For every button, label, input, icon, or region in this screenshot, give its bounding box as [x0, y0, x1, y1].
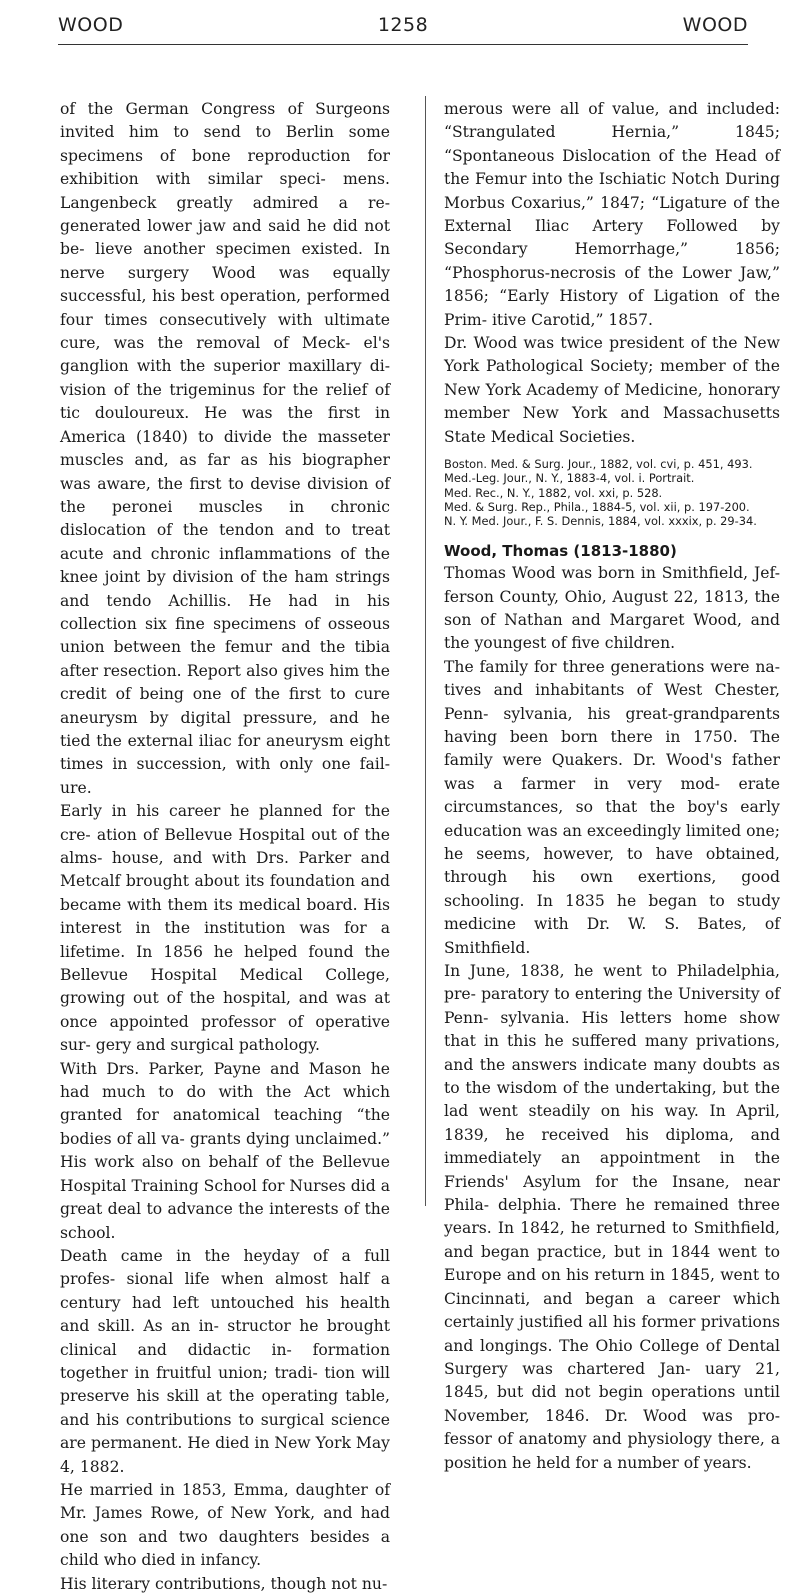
paragraph: The family for three generations were na- tives and inhabitants of West Chester, Penn- sylvania, his great-grandparents having been born there in 1750. The family were Quakers. Dr. Wood's father was a farmer in very mod- erate circumstances, so that the boy's early education was an exceedingly limited one; he seems, however, to have obtained, through his own exertions, good schooling. In 1835 he began to study medicine with Dr. W. S. Bates, of Smithfield. — [444, 657, 780, 957]
paragraph: Dr. Wood was twice president of the New York Pathological Society; member of the New York Academy of Medicine, honorary member New York and Massachusetts State Medical Societies. — [444, 334, 780, 446]
paragraph: Thomas Wood was born in Smithfield, Jef- ferson County, Ohio, August 22, 1813, the son of Nathan and Margaret Wood, and the youngest of five children. — [444, 564, 780, 653]
paragraph: His literary contributions, though not nu- — [60, 1574, 388, 1593]
reference-item: Med.-Leg. Jour., N. Y., 1883-4, vol. i. Portrait. — [444, 471, 695, 486]
reference-list — [444, 457, 780, 528]
reference-item: Med. Rec., N. Y., 1882, vol. xxi, p. 528. — [444, 485, 663, 500]
paragraph: With Drs. Parker, Payne and Mason he had much to do with the Act which granted for anatomical teaching “the bodies of all va- grants dying unclaimed.” His work also on behalf of the Bellevue Hospital Training School for Nurses did a great deal to advance the interests of the school. — [60, 1059, 390, 1242]
left-column — [60, 98, 390, 1596]
right-column — [444, 98, 780, 1475]
paragraph: In June, 1838, he went to Philadelphia, pre- paratory to entering the University of Penn- sylvania. His letters home show that in this he suffered many privations, and the answers indicate many doubts as to the wisdom of the undertaking, but the lad went steadily on his way. In April, 1839, he received his diploma, and immediately an appointment in the Friends' Asylum for the Insane, near Phila- delphia. There he remained three years. In 1842, he returned to Smithfield, and began practice, but in 1844 went to Europe and on his return in 1845, went to Cincinnati, and began a career which certainly justified all his former privations and longings. The Ohio College of Dental Surgery was chartered Jan- uary 21, 1845, but did not begin operations until November, 1846. Dr. Wood was pro- fessor of anatomy and physiology there, a position he held for a number of years. — [444, 962, 780, 1472]
paragraph: merous were all of value, and included: “Strangulated Hernia,” 1845; “Spontaneous Dislocation of the Head of the Femur into the Ischiatic Notch During Morbus Coxarius,” 1847; “Ligature of the External Iliac Artery Followed by Secondary Hemorrhage,” 1856; “Phosphorus-necrosis of the Lower Jaw,” 1856; “Early History of Ligation of the Prim- itive Carotid,” 1857. — [444, 100, 780, 329]
paragraph: of the German Congress of Surgeons invited him to send to Berlin some specimens of bone reproduction for exhibition with similar speci- mens. Langenbeck greatly admired a re- generated lower jaw and said he did not be- lieve another specimen existed. In nerve surgery Wood was equally successful, his best operation, performed four times consecutively with ultimate cure, was the removal of Meck- el's ganglion with the superior maxillary di- vision of the trigeminus for the relief of tic douloureux. He was the first in America (1840) to divide the masseter muscles and, as far as his biographer was aware, the first to devise division of the peronei muscles in chronic dislocation of the tendon and to treat acute and chronic inflammations of the knee joint by division of the ham strings and tendo Achillis. He had in his collection six fine specimens of osseous union between the femur and the tibia after resection. Report also gives him the credit of being one of the first to cure aneurysm by digital pressure, and he tied the external iliac for aneurysm eight times in succession, with only one fail- ure. — [60, 100, 390, 797]
reference-item: Boston. Med. & Surg. Jour., 1882, vol. cvi, p. 451, 493. — [444, 457, 753, 472]
page-number: 1258 — [377, 14, 429, 36]
header-left-title: WOOD — [58, 14, 124, 36]
header-right-title: WOOD — [682, 14, 748, 36]
paragraph: Death came in the heyday of a full profes- sional life when almost half a century had left untouched his health and skill. As an in- structor he brought clinical and didactic in- formation together in fruitful union; tradi- tion will preserve his skill at the operating table, and his contributions to surgical science are permanent. He died in New York May 4, 1882. — [60, 1246, 390, 1476]
entry-heading: Wood, Thomas (1813-1880) — [444, 542, 677, 561]
paragraph: He married in 1853, Emma, daughter of Mr. James Rowe, of New York, and had one son and two daughters besides a child who died in infancy. — [60, 1480, 390, 1570]
header-rule — [58, 44, 748, 45]
paragraph: Early in his career he planned for the cre- ation of Bellevue Hospital out of the alms- house, and with Drs. Parker and Metcalf brought about its foundation and became with them its medical board. His interest in the institution was for a lifetime. In 1856 he helped found the Bellevue Hospital Medical College, growing out of the hospital, and was at once appointed professor of operative sur- gery and surgical pathology. — [60, 802, 390, 1055]
reference-item: Med. & Surg. Rep., Phila., 1884-5, vol. xii, p. 197-200. — [444, 499, 750, 514]
running-header — [58, 14, 748, 44]
reference-item: N. Y. Med. Jour., F. S. Dennis, 1884, vol. xxxix, p. 29-34. — [444, 513, 757, 528]
column-divider — [425, 96, 426, 1206]
